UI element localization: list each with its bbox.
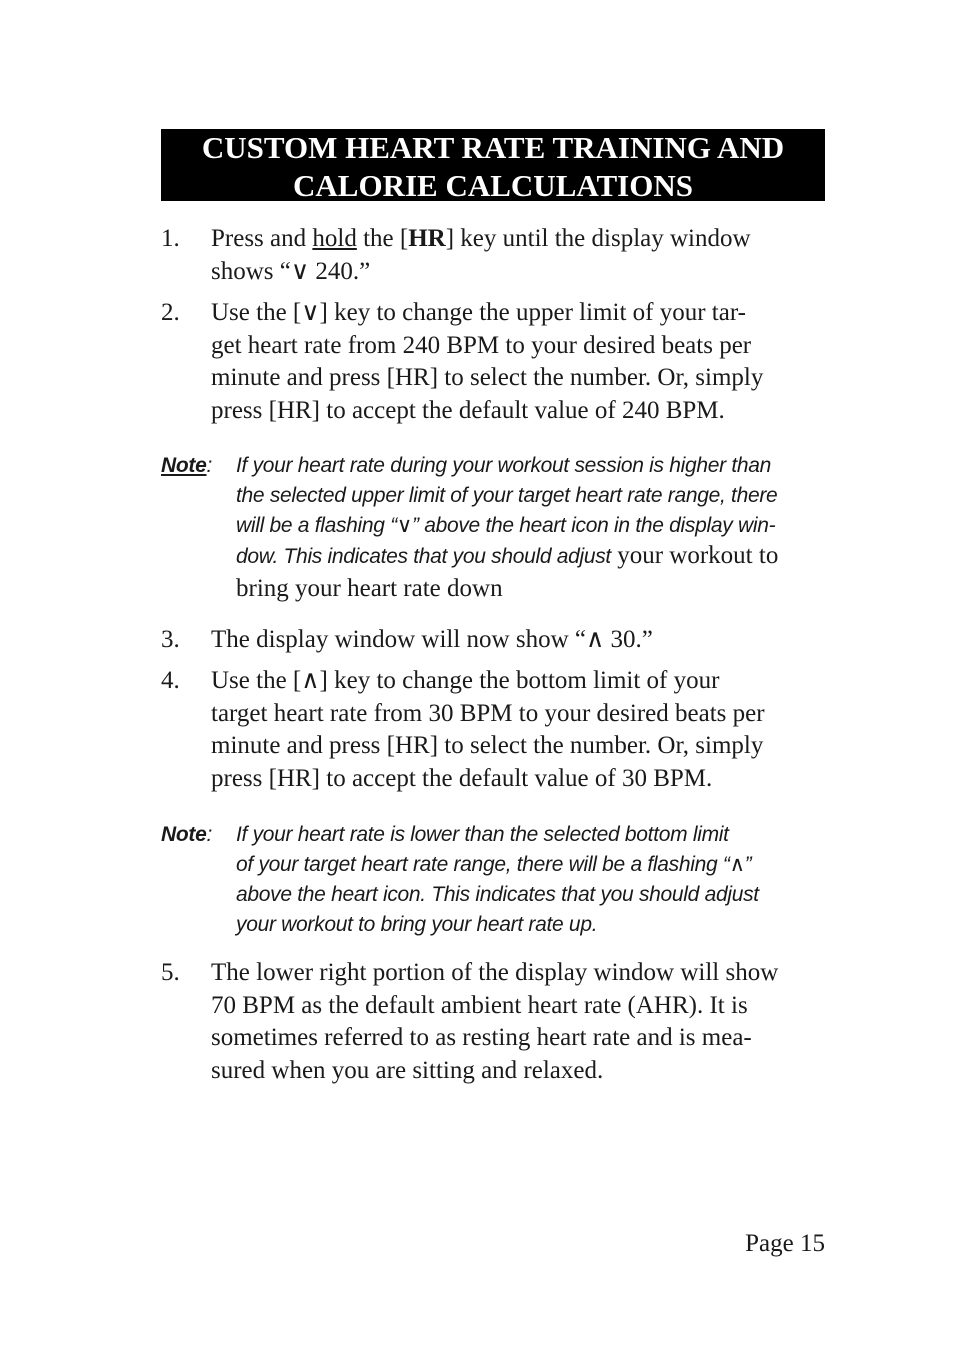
- step-line: minute and press [HR] to select the number. Or, simply: [211, 732, 764, 760]
- page-number: Page 15: [745, 1230, 825, 1257]
- note-line: will be a flashing “∨” above the heart icon in the display win-: [236, 514, 776, 537]
- step-text: [211, 297, 831, 428]
- note-label: [161, 820, 212, 850]
- step-text: [211, 665, 831, 796]
- section-title-line-1: CUSTOM HEART RATE TRAINING AND: [201, 130, 785, 165]
- step-line: [211, 223, 831, 256]
- step-line: press [HR] to accept the default value of 240 BPM.: [211, 397, 725, 425]
- note-label-colon: :: [206, 454, 213, 477]
- step-number: 1.: [161, 225, 180, 252]
- note-line: If your heart rate is lower than the selected bottom limit: [236, 823, 729, 846]
- text-run: Press and: [211, 225, 313, 252]
- step-line: Use the [∨] key to change the upper limit of your tar-: [211, 299, 746, 326]
- step-number: 4.: [161, 667, 180, 694]
- text-run: your workout to: [610, 542, 779, 569]
- step-line: The lower right portion of the display window will show: [211, 959, 779, 986]
- note-line: If your heart rate during your workout session is higher than: [236, 454, 771, 477]
- text-run: the [: [356, 225, 409, 252]
- note-line: of your target heart rate range, there will be a flashing “∧”: [236, 853, 752, 876]
- note-text: [236, 820, 836, 940]
- note-line: the selected upper limit of your target heart rate range, there: [236, 484, 778, 507]
- note-line: [236, 541, 836, 572]
- note-line: above the heart icon. This indicates that you should adjust: [236, 883, 759, 906]
- step-number: 2.: [161, 299, 180, 326]
- step-line: get heart rate from 240 BPM to your desired beats per: [211, 331, 752, 359]
- step-line: sured when you are sitting and relaxed.: [211, 1057, 604, 1085]
- note-text: [236, 451, 836, 605]
- step-text: [211, 223, 831, 288]
- step-line: 70 BPM as the default ambient heart rate (AHR). It is: [211, 991, 748, 1019]
- note-line: bring your heart rate down: [236, 575, 503, 602]
- note-label-word: Note: [161, 823, 207, 846]
- step-line: shows “∨ 240.”: [211, 257, 371, 285]
- hr-key-label: HR: [408, 225, 446, 252]
- step-line: Use the [∧] key to change the bottom limit of your: [211, 667, 720, 694]
- step-text: [211, 624, 831, 657]
- step-number: 3.: [161, 626, 180, 653]
- section-title-line-2: CALORIE CALCULATIONS: [293, 168, 693, 203]
- text-run: dow. This indicates that you should adjust: [236, 545, 611, 568]
- section-title: [161, 129, 825, 201]
- hold-emphasis: hold: [312, 225, 357, 252]
- note-label-word: Note: [161, 454, 207, 477]
- step-line: press [HR] to accept the default value of 30 BPM.: [211, 765, 713, 793]
- step-line: sometimes referred to as resting heart rate and is mea-: [211, 1024, 752, 1052]
- note-label-colon: :: [206, 823, 213, 846]
- step-number: 5.: [161, 959, 180, 986]
- step-line: minute and press [HR] to select the number. Or, simply: [211, 364, 764, 392]
- step-line: target heart rate from 30 BPM to your desired beats per: [211, 699, 765, 727]
- note-label: [161, 451, 212, 481]
- step-text: [211, 957, 831, 1088]
- note-line: your workout to bring your heart rate up.: [236, 913, 598, 936]
- text-run: ] key until the display window: [445, 225, 751, 252]
- step-line: The display window will now show “∧ 30.”: [211, 626, 653, 653]
